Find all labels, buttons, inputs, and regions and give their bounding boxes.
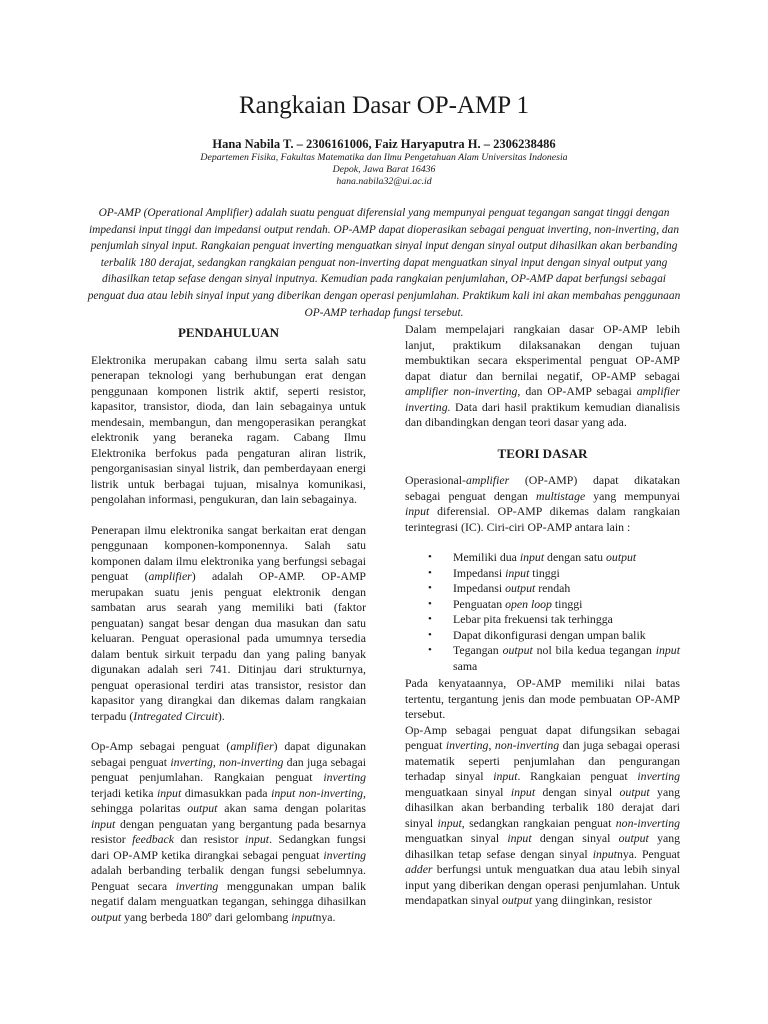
affiliation-block [0, 152, 768, 189]
paragraph: Penerapan ilmu elektronika sangat berkaitan erat dengan penggunaan komponen-komponennya. Salah satu komponen dalam ilmu elektronika yang berfungsi sebagai penguat (amplifier) adalah OP-AMP. OP-AMP merupakan suatu jenis penguat elektronik dengan sambatan arus searah yang memiliki bati (faktor penguatan) sangat besar dengan dua masukan dan satu keluaran. Penguat operasional pada umumnya tersedia dalam bentuk sirkuit terpadu dan yang paling banyak digunakan adalah seri 741. Ditinjau dari strukturnya, penguat operasional terdiri atas transistor, resistor dan kapasitor yang dirangkai dan dikemas dalam rangkaian terpadu (Intregated Circuit). [91, 522, 366, 723]
list-item: • Penguatan open loop tinggi [453, 597, 680, 613]
list-item: • Impedansi input tinggi [453, 566, 680, 582]
list-item: • Impedansi output rendah [453, 581, 680, 597]
paragraph: Operasional-amplifier (OP-AMP) dapat dikatakan sebagai penguat dengan multistage yang mempunyai input diferensial. OP-AMP dikemas dalam rangkaian terintegrasi (IC). Ciri-ciri OP-AMP antara lain : [405, 473, 680, 534]
list-item: • Lebar pita frekuensi tak terhingga [453, 612, 680, 628]
feature-list [405, 550, 680, 674]
right-column [405, 322, 680, 909]
list-item: • Dapat dikonfigurasi dengan umpan balik [453, 628, 680, 644]
paragraph: Pada kenyataannya, OP-AMP memiliki nilai batas tertentu, tergantung jenis dan mode pembuatan OP-AMP tersebut. [405, 676, 680, 721]
author-email: hana.nabila32@ui.ac.id [336, 176, 432, 188]
paragraph: Op-Amp sebagai penguat (amplifier) dapat digunakan sebagai penguat inverting, non-inverting dan juga sebagai penguat penjumlahan. Rangkaian penguat inverting terjadi ketika input dimasukkan pada input non-inverting, sehingga polaritas output akan sama dengan polaritas input dengan penguatan yang bergantung pada besarnya resistor feedback dan resistor input. Sedangkan fungsi dari OP-AMP ketika dirangkai sebagai penguat inverting adalah berbanding terbalik dengan fungsi sebelumnya. Penguat secara inverting menggunakan umpan balik negatif dalam menguatkan tegangan, sehingga dihasilkan output yang berbeda 180º dari gelombang inputnya. [91, 739, 367, 924]
paper-title: Rangkaian Dasar OP-AMP 1 [238, 92, 529, 119]
list-item: • Tegangan output nol bila kedua tegangan input sama [453, 643, 680, 674]
paragraph: Op-Amp sebagai penguat dapat difungsikan sebagai penguat inverting, non-inverting dan juga sebagai operasi matematik seperti penjumlahan dan pengurangan terhadap sinyal input. Rangkaian penguat inverting menguatkaan sinyal input dengan sinyal output yang dihasilkan akan berbanding terbalik 180 derajat dari sinyal input, sedangkan rangkaian penguat non-inverting menguatkan sinyal input dengan sinyal output yang dihasilkan tetap sefase dengan sinyal inputnya. Penguat adder berfungsi untuk menguatkan dua atau lebih sinyal input yang diberikan dengan operasi penjumlahan. Untuk mendapatkan sinyal output yang diinginkan, resistor [405, 722, 681, 907]
abstract: OP-AMP (Operational Amplifier) adalah suatu penguat diferensial yang mempunyai penguat tegangan sangat tinggi dengan impedansi input tinggi dan impedansi output rendah. OP-AMP dapat dioperasikan sebagai penguat inverting, non-inverting, dan penjumlah sinyal input. Rangkaian penguat inverting menguatkan sinyal input dengan sinyal output dihasilkan akan berbanding terbalik 180 derajat, sedangkan rangkaian penguat non-inverting dapat menguatkan sinyal input dengan sinyal output yang dihasilkan tetap sefase dengan sinyal inputnya. Kemudian pada rangkaian penjumlahan, OP-AMP dapat berfungsi sebagai penguat dua atau lebih sinyal input yang diberikan dengan operasi penjumlahan. Praktikum kali ini akan membahas penggunaan OP-AMP terhadap fungsi tersebut. [87, 207, 681, 319]
affiliation-department: Departemen Fisika, Fakultas Matematika dan Ilmu Pengetahuan Alam Universitas Indonesia [200, 152, 568, 163]
section-heading-teori-dasar: TEORI DASAR [497, 445, 588, 461]
list-item: • Memiliki dua input dengan satu output [453, 550, 680, 566]
section-heading-pendahuluan: PENDAHULUAN [177, 325, 280, 340]
paragraph: Dalam mempelajari rangkaian dasar OP-AMP lebih lanjut, praktikum dilaksanakan dengan tujuan membuktikan secara eksperimental penguat OP-AMP dapat diatur dan bernilai negatif, OP-AMP sebagai amplifier non-inverting, dan OP-AMP sebagai amplifier inverting. Data dari hasil praktikum kemudian dianalisis dan dibandingkan dengan teori dasar yang ada. [405, 322, 680, 429]
left-column [91, 322, 366, 925]
paragraph: Elektronika merupakan cabang ilmu serta salah satu penerapan teknologi yang berhubungan erat dengan penggunaan komponen listrik aktif, seperti resistor, kapasitor, transistor, dioda, dan lain sebagainya untuk mendesain, membangun, dan mengoperasikan perangkat elektronik yang beraneka ragam. Cabang Ilmu Elektronika berfokus pada pengaturan aliran listrik, pengorganisasian sinyal listrik, dan pemberdayaan energi listrik untuk berbagai tujuan, misalnya komunikasi, pengolahan informasi, pengukuran, dan lain sebagainya. [91, 352, 366, 506]
author-list: Hana Nabila T. – 2306161006, Faiz Haryaputra H. – 2306238486 [212, 137, 556, 151]
affiliation-address: Depok, Jawa Barat 16436 [332, 164, 436, 176]
